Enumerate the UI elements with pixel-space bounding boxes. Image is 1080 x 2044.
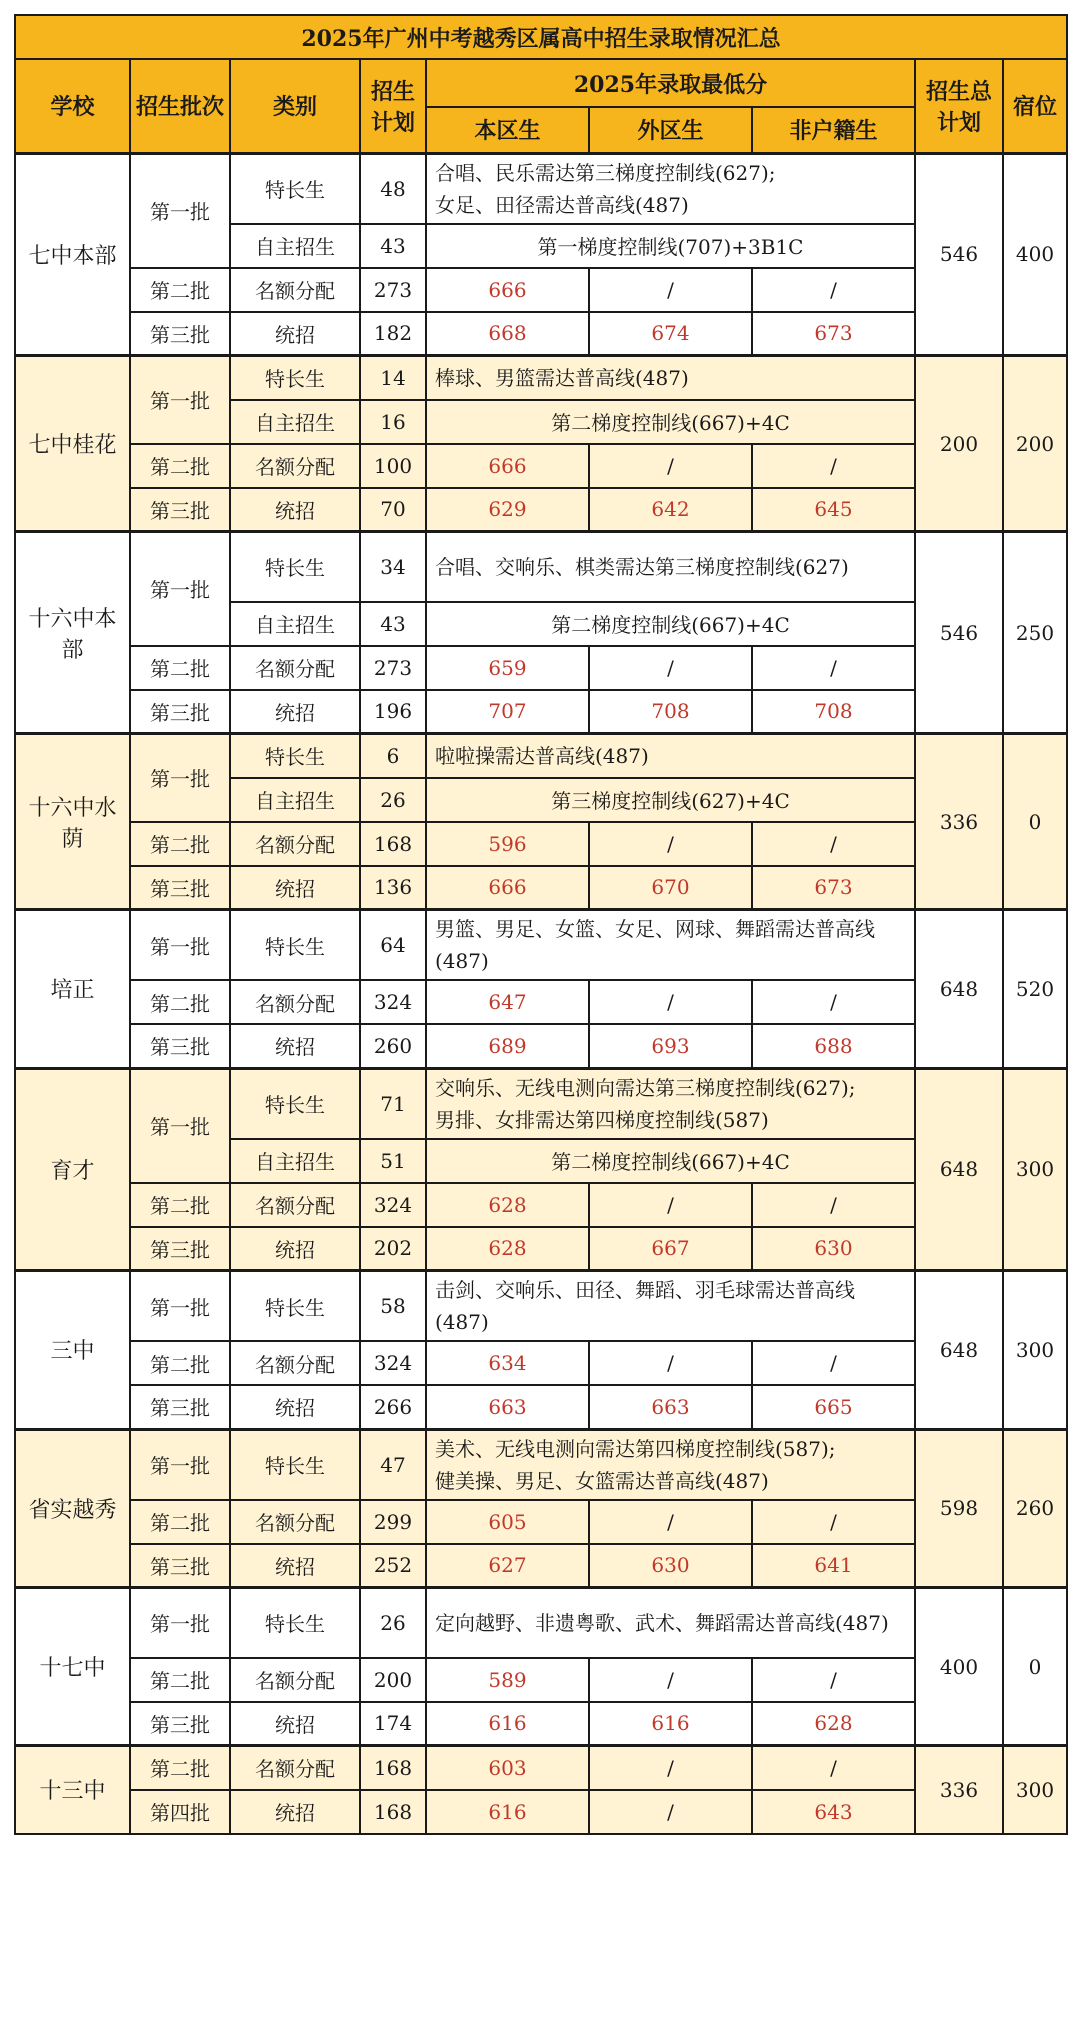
category-cell: 自主招生 (230, 778, 360, 822)
dorm-cell: 0 (1003, 1588, 1067, 1746)
plan-cell: 43 (360, 602, 426, 646)
score-non-hukou: 643 (752, 1790, 915, 1834)
plan-cell: 273 (360, 646, 426, 690)
table-row (15, 1790, 1067, 1834)
header-non-hukou: 非户籍生 (752, 107, 915, 153)
batch-cell: 第一批 (130, 532, 230, 646)
score-other-district: / (589, 980, 752, 1024)
table-row (15, 1271, 1067, 1342)
plan-cell: 196 (360, 690, 426, 734)
table-row (15, 1024, 1067, 1068)
table-row (15, 444, 1067, 488)
category-cell: 统招 (230, 690, 360, 734)
batch-cell: 第一批 (130, 1429, 230, 1500)
header-school: 学校 (15, 59, 130, 153)
plan-cell: 6 (360, 734, 426, 778)
category-cell: 名额分配 (230, 1500, 360, 1544)
score-other-district: / (589, 444, 752, 488)
batch-cell: 第三批 (130, 1024, 230, 1068)
table-row (15, 1588, 1067, 1658)
batch-cell: 第三批 (130, 488, 230, 532)
score-non-hukou: 673 (752, 312, 915, 356)
plan-cell: 70 (360, 488, 426, 532)
category-cell: 特长生 (230, 153, 360, 224)
batch-cell: 第三批 (130, 1227, 230, 1271)
dorm-cell: 400 (1003, 153, 1067, 356)
score-other-district: 693 (589, 1024, 752, 1068)
batch-cell: 第一批 (130, 356, 230, 444)
score-local: 659 (426, 646, 589, 690)
score-non-hukou: / (752, 980, 915, 1024)
score-non-hukou: 688 (752, 1024, 915, 1068)
batch-cell: 第二批 (130, 646, 230, 690)
score-other-district: / (589, 822, 752, 866)
score-local: 627 (426, 1544, 589, 1588)
batch-cell: 第一批 (130, 1588, 230, 1658)
total-plan-cell: 648 (915, 910, 1003, 1069)
score-other-district: 642 (589, 488, 752, 532)
requirement-note: 第二梯度控制线(667)+4C (426, 1139, 915, 1183)
category-cell: 特长生 (230, 1588, 360, 1658)
total-plan-cell: 336 (915, 1746, 1003, 1834)
batch-cell: 第三批 (130, 690, 230, 734)
plan-cell: 136 (360, 866, 426, 910)
category-cell: 特长生 (230, 356, 360, 400)
plan-cell: 202 (360, 1227, 426, 1271)
batch-cell: 第二批 (130, 822, 230, 866)
batch-cell: 第三批 (130, 312, 230, 356)
school-name: 七中桂花 (15, 356, 130, 532)
table-row (15, 690, 1067, 734)
score-local: 707 (426, 690, 589, 734)
batch-cell: 第三批 (130, 1544, 230, 1588)
category-cell: 特长生 (230, 1271, 360, 1342)
category-cell: 名额分配 (230, 1658, 360, 1702)
table-row (15, 646, 1067, 690)
batch-cell: 第三批 (130, 1702, 230, 1746)
dorm-cell: 250 (1003, 532, 1067, 734)
header-min-score-group: 2025年录取最低分 (426, 59, 915, 107)
requirement-note: 第二梯度控制线(667)+4C (426, 602, 915, 646)
table-row (15, 1702, 1067, 1746)
category-cell: 名额分配 (230, 1183, 360, 1227)
dorm-cell: 300 (1003, 1746, 1067, 1834)
table-row (15, 268, 1067, 312)
requirement-note: 击剑、交响乐、田径、舞蹈、羽毛球需达普高线(487) (426, 1271, 915, 1342)
score-local: 666 (426, 866, 589, 910)
category-cell: 统招 (230, 1024, 360, 1068)
score-other-district: 670 (589, 866, 752, 910)
dorm-cell: 260 (1003, 1429, 1067, 1588)
batch-cell: 第一批 (130, 910, 230, 981)
header-plan: 招生计划 (360, 59, 426, 153)
score-local: 663 (426, 1385, 589, 1429)
category-cell: 统招 (230, 1544, 360, 1588)
plan-cell: 168 (360, 1790, 426, 1834)
score-non-hukou: 645 (752, 488, 915, 532)
school-name: 育才 (15, 1068, 130, 1271)
batch-cell: 第二批 (130, 444, 230, 488)
table-row (15, 312, 1067, 356)
category-cell: 特长生 (230, 1429, 360, 1500)
score-non-hukou: 673 (752, 866, 915, 910)
score-non-hukou: / (752, 1500, 915, 1544)
plan-cell: 14 (360, 356, 426, 400)
plan-cell: 48 (360, 153, 426, 224)
total-plan-cell: 648 (915, 1271, 1003, 1430)
dorm-cell: 520 (1003, 910, 1067, 1069)
score-non-hukou: 628 (752, 1702, 915, 1746)
batch-cell: 第三批 (130, 866, 230, 910)
school-name: 省实越秀 (15, 1429, 130, 1588)
table-row (15, 1183, 1067, 1227)
table-row (15, 910, 1067, 981)
score-non-hukou: / (752, 1341, 915, 1385)
header-total-plan: 招生总计划 (915, 59, 1003, 153)
table-row (15, 1658, 1067, 1702)
plan-cell: 324 (360, 980, 426, 1024)
table-row (15, 866, 1067, 910)
school-name: 十三中 (15, 1746, 130, 1834)
plan-cell: 174 (360, 1702, 426, 1746)
requirement-note: 交响乐、无线电测向需达第三梯度控制线(627); 男排、女排需达第四梯度控制线(587) (426, 1068, 915, 1139)
requirement-note: 合唱、交响乐、棋类需达第三梯度控制线(627) (426, 532, 915, 602)
requirement-note: 美术、无线电测向需达第四梯度控制线(587); 健美操、男足、女篮需达普高线(487) (426, 1429, 915, 1500)
batch-cell: 第二批 (130, 980, 230, 1024)
score-local: 628 (426, 1183, 589, 1227)
dorm-cell: 0 (1003, 734, 1067, 910)
table-row (15, 356, 1067, 400)
header-local: 本区生 (426, 107, 589, 153)
plan-cell: 71 (360, 1068, 426, 1139)
table-row (15, 1068, 1067, 1139)
batch-cell: 第二批 (130, 1500, 230, 1544)
plan-cell: 252 (360, 1544, 426, 1588)
category-cell: 统招 (230, 1227, 360, 1271)
score-local: 628 (426, 1227, 589, 1271)
category-cell: 特长生 (230, 1068, 360, 1139)
dorm-cell: 200 (1003, 356, 1067, 532)
school-name: 培正 (15, 910, 130, 1069)
school-name: 三中 (15, 1271, 130, 1430)
score-other-district: / (589, 1658, 752, 1702)
plan-cell: 200 (360, 1658, 426, 1702)
school-name: 十七中 (15, 1588, 130, 1746)
batch-cell: 第二批 (130, 268, 230, 312)
category-cell: 名额分配 (230, 444, 360, 488)
category-cell: 统招 (230, 1702, 360, 1746)
table-row (15, 1544, 1067, 1588)
requirement-note: 男篮、男足、女篮、女足、网球、舞蹈需达普高线(487) (426, 910, 915, 981)
plan-cell: 43 (360, 224, 426, 268)
score-local: 666 (426, 444, 589, 488)
score-other-district: 674 (589, 312, 752, 356)
table-title: 2025年广州中考越秀区属高中招生录取情况汇总 (15, 15, 1067, 59)
admission-summary-table (14, 14, 1068, 1835)
plan-cell: 260 (360, 1024, 426, 1068)
requirement-note: 第三梯度控制线(627)+4C (426, 778, 915, 822)
batch-cell: 第二批 (130, 1658, 230, 1702)
category-cell: 自主招生 (230, 224, 360, 268)
table-row (15, 980, 1067, 1024)
score-local: 634 (426, 1341, 589, 1385)
score-other-district: / (589, 1746, 752, 1790)
table-row (15, 1227, 1067, 1271)
score-local: 616 (426, 1702, 589, 1746)
score-local: 605 (426, 1500, 589, 1544)
table-row (15, 532, 1067, 602)
total-plan-cell: 200 (915, 356, 1003, 532)
score-other-district: / (589, 1183, 752, 1227)
table-row (15, 1500, 1067, 1544)
plan-cell: 299 (360, 1500, 426, 1544)
table-row (15, 822, 1067, 866)
category-cell: 名额分配 (230, 268, 360, 312)
total-plan-cell: 598 (915, 1429, 1003, 1588)
score-other-district: 663 (589, 1385, 752, 1429)
plan-cell: 34 (360, 532, 426, 602)
batch-cell: 第一批 (130, 153, 230, 268)
requirement-note: 啦啦操需达普高线(487) (426, 734, 915, 778)
score-other-district: / (589, 646, 752, 690)
school-name: 七中本部 (15, 153, 130, 356)
plan-cell: 266 (360, 1385, 426, 1429)
score-local: 689 (426, 1024, 589, 1068)
requirement-note: 定向越野、非遗粤歌、武术、舞蹈需达普高线(487) (426, 1588, 915, 1658)
score-other-district: / (589, 1341, 752, 1385)
school-name: 十六中水荫 (15, 734, 130, 910)
score-other-district: / (589, 1790, 752, 1834)
dorm-cell: 300 (1003, 1068, 1067, 1271)
score-local: 666 (426, 268, 589, 312)
requirement-note: 第二梯度控制线(667)+4C (426, 400, 915, 444)
plan-cell: 64 (360, 910, 426, 981)
table-row (15, 1385, 1067, 1429)
total-plan-cell: 546 (915, 532, 1003, 734)
category-cell: 名额分配 (230, 822, 360, 866)
score-non-hukou: / (752, 444, 915, 488)
plan-cell: 273 (360, 268, 426, 312)
batch-cell: 第二批 (130, 1746, 230, 1790)
score-non-hukou: / (752, 1183, 915, 1227)
admission-table-container (14, 14, 1068, 1835)
plan-cell: 16 (360, 400, 426, 444)
batch-cell: 第三批 (130, 1385, 230, 1429)
score-other-district: / (589, 268, 752, 312)
score-non-hukou: / (752, 822, 915, 866)
category-cell: 统招 (230, 488, 360, 532)
plan-cell: 182 (360, 312, 426, 356)
score-non-hukou: 630 (752, 1227, 915, 1271)
score-local: 589 (426, 1658, 589, 1702)
category-cell: 统招 (230, 1385, 360, 1429)
plan-cell: 168 (360, 822, 426, 866)
score-non-hukou: / (752, 1746, 915, 1790)
score-non-hukou: / (752, 268, 915, 312)
batch-cell: 第二批 (130, 1341, 230, 1385)
plan-cell: 47 (360, 1429, 426, 1500)
school-name: 十六中本部 (15, 532, 130, 734)
header-dorm: 宿位 (1003, 59, 1067, 153)
batch-cell: 第一批 (130, 1068, 230, 1183)
dorm-cell: 300 (1003, 1271, 1067, 1430)
category-cell: 特长生 (230, 910, 360, 981)
score-other-district: 630 (589, 1544, 752, 1588)
category-cell: 名额分配 (230, 1746, 360, 1790)
category-cell: 统招 (230, 866, 360, 910)
plan-cell: 324 (360, 1341, 426, 1385)
total-plan-cell: 400 (915, 1588, 1003, 1746)
table-row (15, 734, 1067, 778)
batch-cell: 第四批 (130, 1790, 230, 1834)
score-local: 616 (426, 1790, 589, 1834)
score-local: 647 (426, 980, 589, 1024)
category-cell: 名额分配 (230, 980, 360, 1024)
category-cell: 特长生 (230, 532, 360, 602)
category-cell: 自主招生 (230, 602, 360, 646)
plan-cell: 26 (360, 778, 426, 822)
table-row (15, 1341, 1067, 1385)
score-non-hukou: 641 (752, 1544, 915, 1588)
score-local: 629 (426, 488, 589, 532)
score-non-hukou: / (752, 1658, 915, 1702)
category-cell: 统招 (230, 312, 360, 356)
total-plan-cell: 546 (915, 153, 1003, 356)
plan-cell: 168 (360, 1746, 426, 1790)
plan-cell: 324 (360, 1183, 426, 1227)
total-plan-cell: 648 (915, 1068, 1003, 1271)
total-plan-cell: 336 (915, 734, 1003, 910)
batch-cell: 第二批 (130, 1183, 230, 1227)
table-row (15, 1429, 1067, 1500)
batch-cell: 第一批 (130, 1271, 230, 1342)
header-batch: 招生批次 (130, 59, 230, 153)
plan-cell: 58 (360, 1271, 426, 1342)
plan-cell: 26 (360, 1588, 426, 1658)
score-local: 596 (426, 822, 589, 866)
requirement-note: 第一梯度控制线(707)+3B1C (426, 224, 915, 268)
category-cell: 统招 (230, 1790, 360, 1834)
category-cell: 特长生 (230, 734, 360, 778)
score-other-district: 667 (589, 1227, 752, 1271)
score-other-district: 616 (589, 1702, 752, 1746)
category-cell: 自主招生 (230, 1139, 360, 1183)
table-row (15, 1746, 1067, 1790)
score-local: 603 (426, 1746, 589, 1790)
header-other-district: 外区生 (589, 107, 752, 153)
plan-cell: 100 (360, 444, 426, 488)
table-row (15, 488, 1067, 532)
score-non-hukou: 665 (752, 1385, 915, 1429)
category-cell: 名额分配 (230, 646, 360, 690)
requirement-note: 棒球、男篮需达普高线(487) (426, 356, 915, 400)
score-local: 668 (426, 312, 589, 356)
requirement-note: 合唱、民乐需达第三梯度控制线(627); 女足、田径需达普高线(487) (426, 153, 915, 224)
score-other-district: / (589, 1500, 752, 1544)
batch-cell: 第一批 (130, 734, 230, 822)
category-cell: 名额分配 (230, 1341, 360, 1385)
score-non-hukou: 708 (752, 690, 915, 734)
plan-cell: 51 (360, 1139, 426, 1183)
score-non-hukou: / (752, 646, 915, 690)
table-row (15, 153, 1067, 224)
header-category: 类别 (230, 59, 360, 153)
category-cell: 自主招生 (230, 400, 360, 444)
score-other-district: 708 (589, 690, 752, 734)
